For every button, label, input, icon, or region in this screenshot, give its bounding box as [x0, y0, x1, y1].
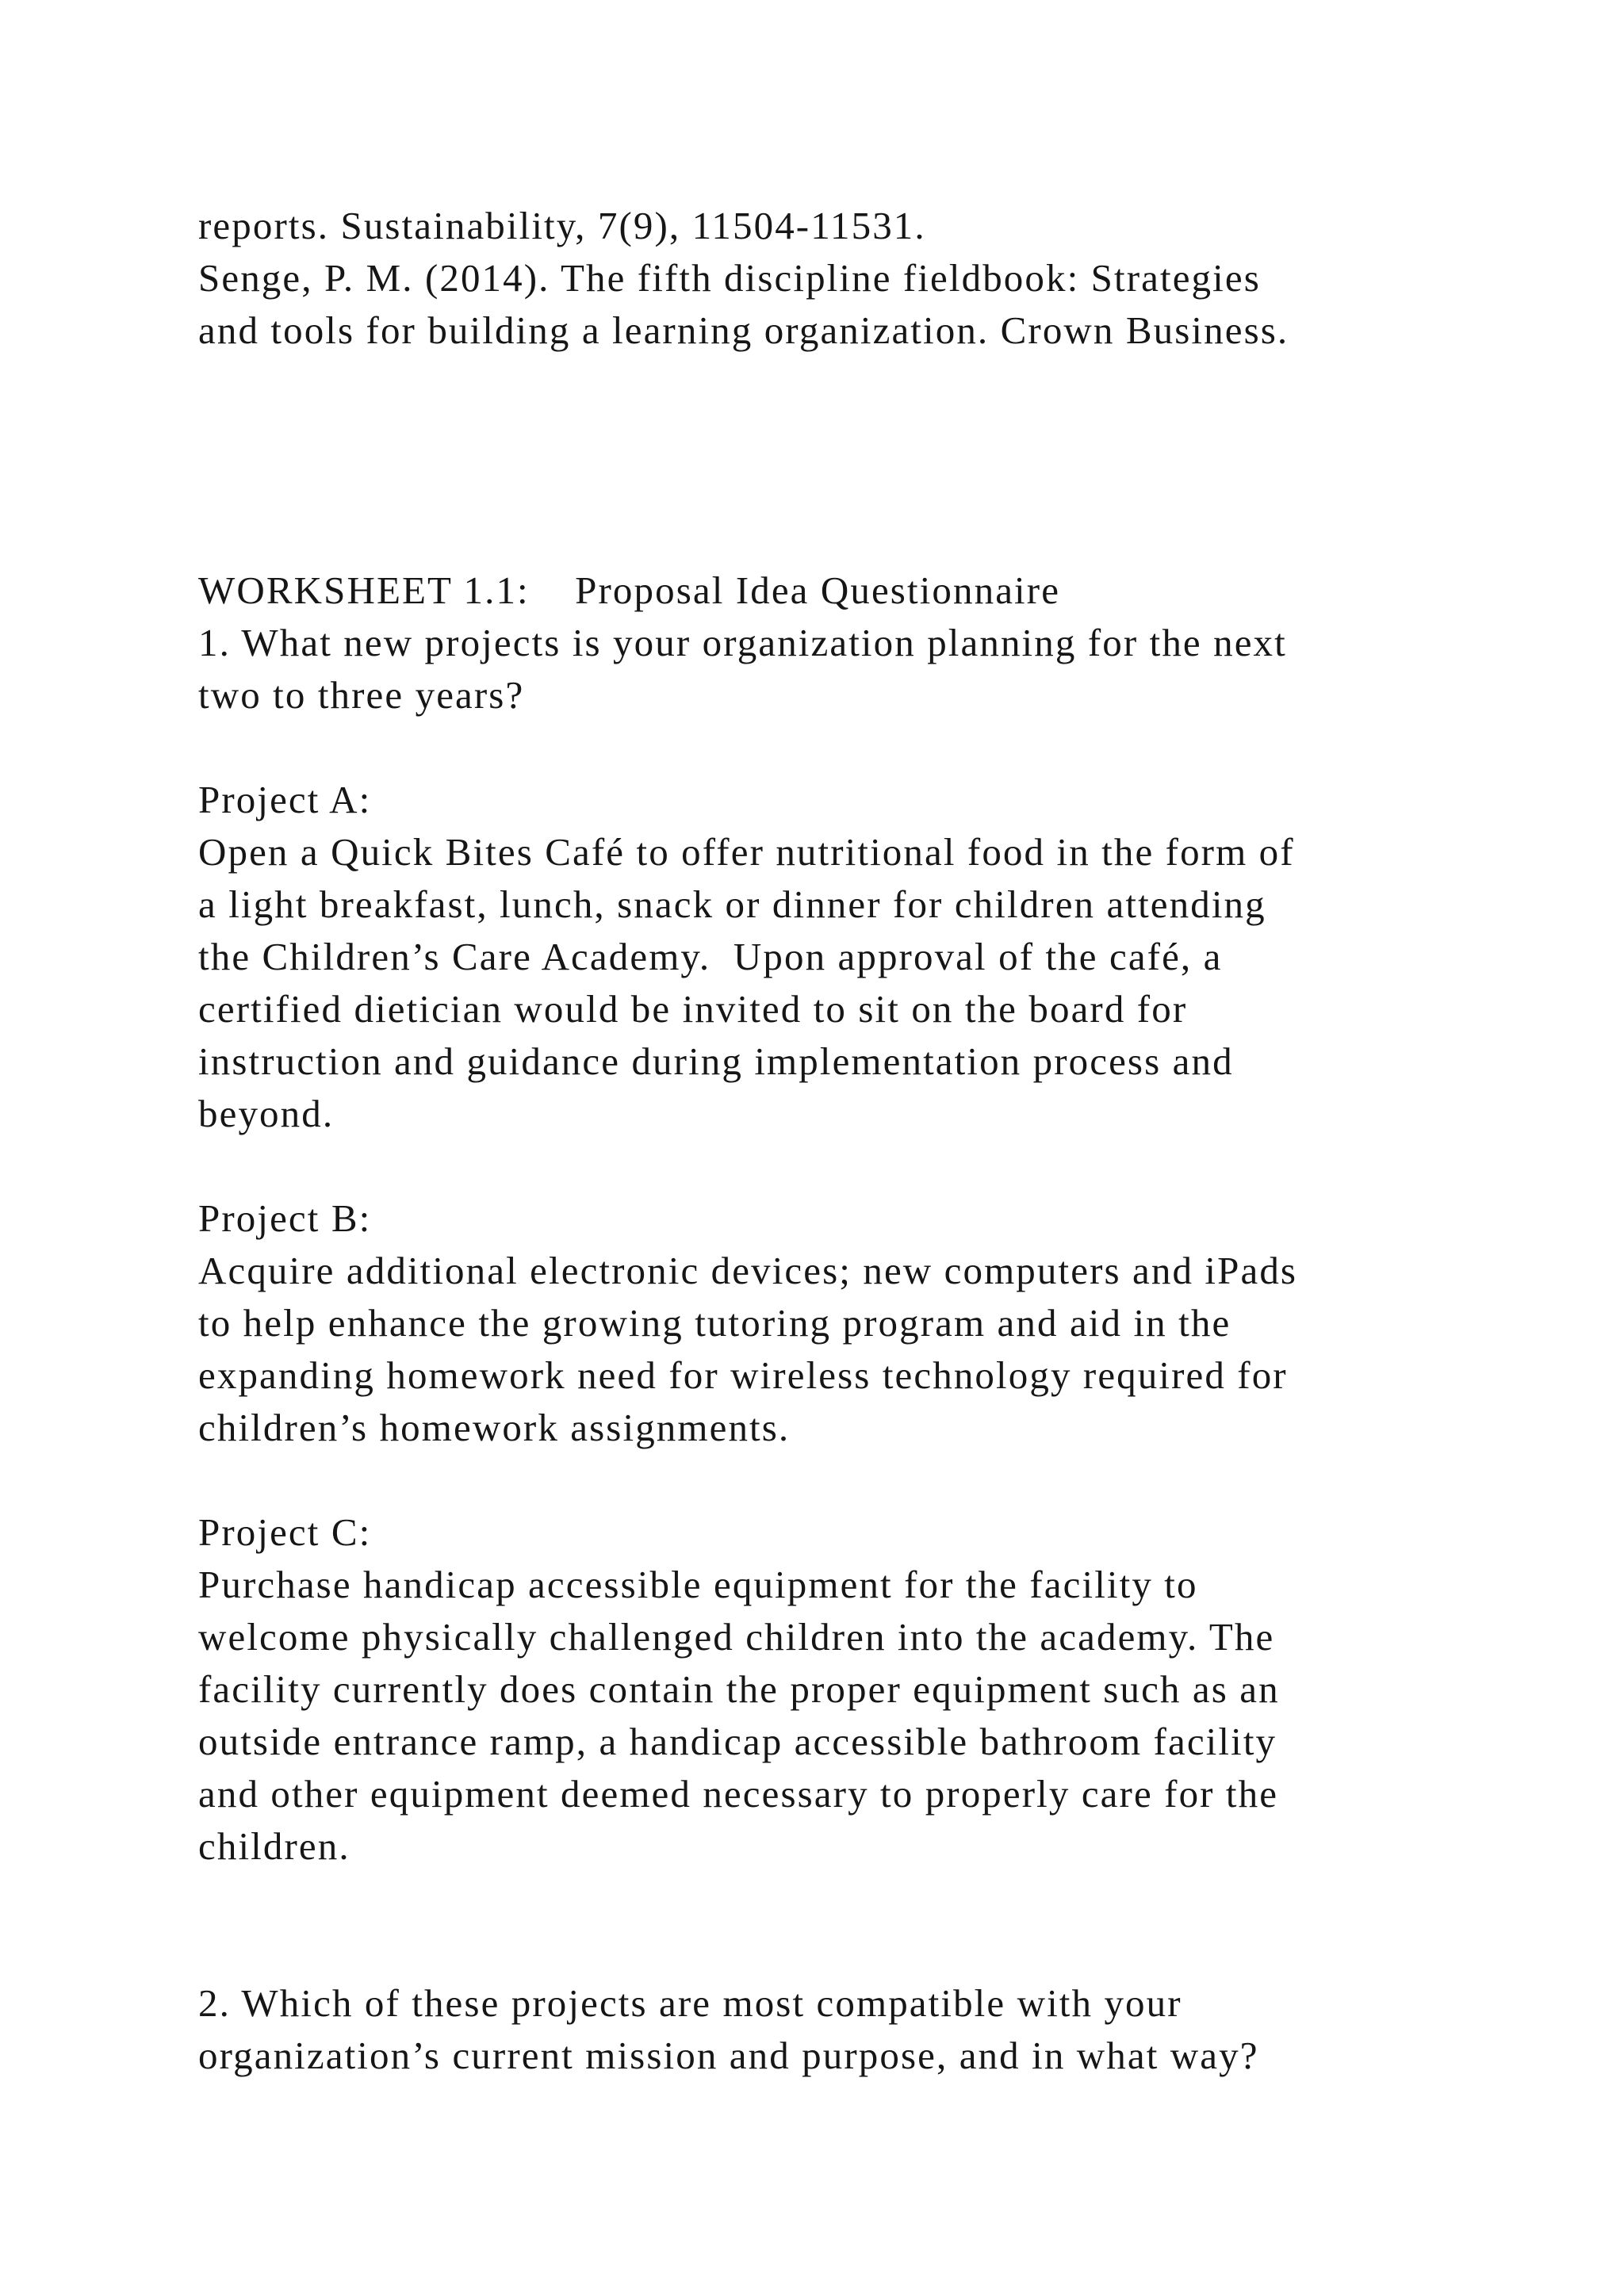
project-b-line: expanding homework need for wireless technology required for	[198, 1353, 1288, 1397]
project-c-heading: Project C:	[198, 1510, 372, 1554]
project-a-line: Open a Quick Bites Café to offer nutritional food in the form of	[198, 830, 1295, 874]
project-b-heading: Project B:	[198, 1196, 372, 1240]
project-c-line: facility currently does contain the proper equipment such as an	[198, 1667, 1280, 1711]
project-b-line: children’s homework assignments.	[198, 1406, 791, 1449]
project-a-line: beyond.	[198, 1092, 335, 1135]
project-a-line: a light breakfast, lunch, snack or dinner for children attending	[198, 882, 1266, 926]
project-a-line: the Children’s Care Academy. Upon approval of the café, a	[198, 935, 1223, 978]
question-2-line-1: 2. Which of these projects are most compatible with your	[198, 1981, 1182, 2025]
project-c-line: children.	[198, 1824, 350, 1868]
reference-senge-line-2: and tools for building a learning organization. Crown Business.	[198, 308, 1289, 352]
question-1-line-2: two to three years?	[198, 673, 525, 717]
question-2-line-2: organization’s current mission and purpose, and in what way?	[198, 2034, 1259, 2077]
project-a-line: instruction and guidance during implementation process and	[198, 1039, 1234, 1083]
question-1-line-1: 1. What new projects is your organization planning for the next	[198, 621, 1287, 664]
project-c-line: Purchase handicap accessible equipment for the facility to	[198, 1563, 1198, 1606]
project-b-line: to help enhance the growing tutoring program and aid in the	[198, 1301, 1231, 1345]
project-b-line: Acquire additional electronic devices; new computers and iPads	[198, 1249, 1298, 1292]
reference-senge-line-1: Senge, P. M. (2014). The fifth discipline fieldbook: Strategies	[198, 256, 1261, 300]
project-a-line: certified dietician would be invited to sit on the board for	[198, 987, 1188, 1031]
project-c-line: welcome physically challenged children into the academy. The	[198, 1615, 1275, 1659]
worksheet-title: WORKSHEET 1.1: Proposal Idea Questionnaire	[198, 568, 1061, 612]
project-c-line: outside entrance ramp, a handicap accessible bathroom facility	[198, 1720, 1277, 1763]
reference-tail: reports. Sustainability, 7(9), 11504-11531.	[198, 204, 926, 247]
project-c-line: and other equipment deemed necessary to properly care for the	[198, 1772, 1279, 1816]
project-a-heading: Project A:	[198, 778, 372, 821]
